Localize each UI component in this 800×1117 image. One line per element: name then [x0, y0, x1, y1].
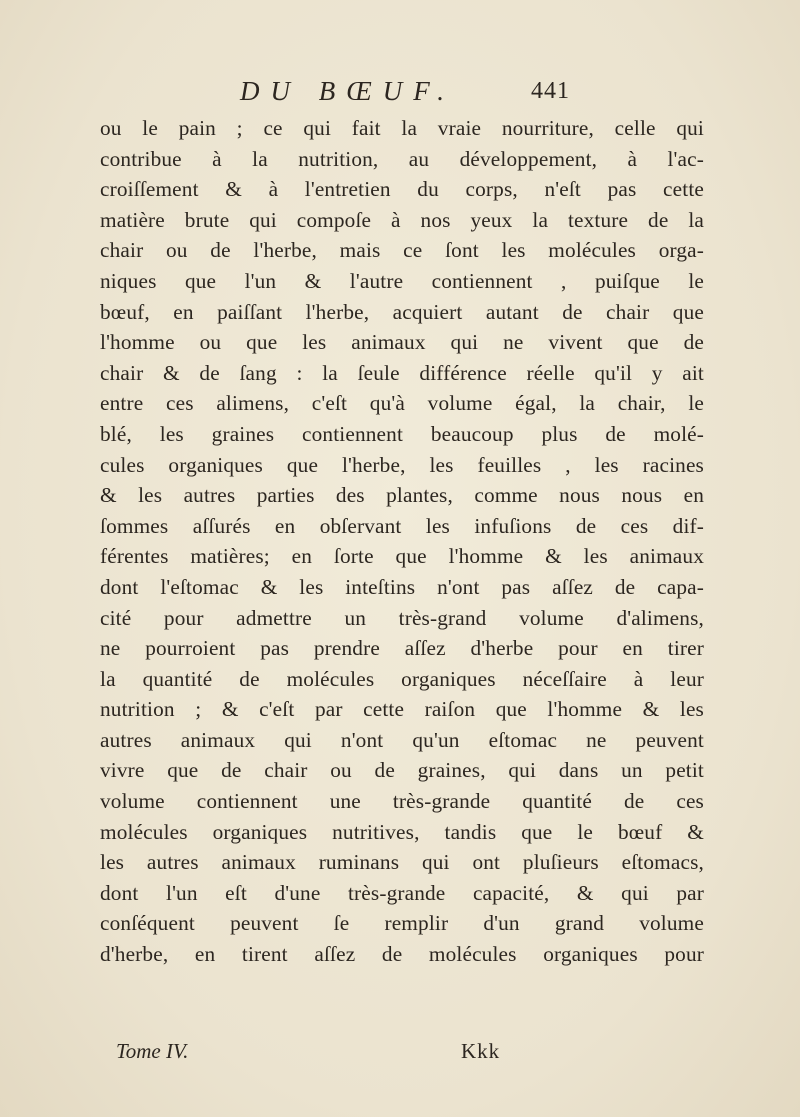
- text-line: bœuf, en paiſſant l'herbe, acquiert autant de chair que: [100, 299, 704, 324]
- text-line: blé, les graines contiennent beaucoup plus de molé-: [100, 421, 704, 446]
- text-line: l'homme ou que les animaux qui ne vivent que de: [100, 330, 704, 355]
- text-line: niques que l'un & l'autre contiennent , puiſque le: [100, 268, 704, 293]
- volume-label: Tome IV.: [116, 1039, 189, 1063]
- text-line: contribue à la nutrition, au développement, à l'ac-: [100, 146, 704, 171]
- text-line: cité pour admettre un très-grand volume d'alimens,: [100, 605, 704, 630]
- page-number: 441: [531, 78, 570, 104]
- text-line: ne pourroient pas prendre aſſez d'herbe pour en tirer: [100, 636, 704, 661]
- text-line: ſommes aſſurés en obſervant les infuſions de ces dif-: [100, 513, 704, 538]
- text-line: la quantité de molécules organiques néceſſaire à leur: [100, 666, 704, 691]
- text-line: matière brute qui compoſe à nos yeux la texture de la: [100, 207, 704, 232]
- text-line: & les autres parties des plantes, comme nous nous en: [100, 483, 704, 508]
- text-line: chair & de ſang : la ſeule différence réelle qu'il y ait: [100, 360, 704, 385]
- text-line: entre ces alimens, c'eſt qu'à volume égal, la chair, le: [100, 391, 704, 416]
- signature-mark: Kkk: [461, 1039, 501, 1063]
- page-footer: [116, 1039, 626, 1069]
- body-text: [100, 113, 704, 970]
- text-line: cules organiques que l'herbe, les feuilles , les racines: [100, 452, 704, 477]
- running-header: [240, 76, 570, 110]
- text-line: croiſſement & à l'entretien du corps, n'eſt pas cette: [100, 177, 704, 202]
- text-line: molécules organiques nutritives, tandis que le bœuf &: [100, 819, 704, 844]
- text-line: les autres animaux ruminans qui ont pluſieurs eſtomacs,: [100, 850, 704, 875]
- text-line: dont l'un eſt d'une très-grande capacité, & qui par: [100, 880, 704, 905]
- text-line: vivre que de chair ou de graines, qui dans un petit: [100, 758, 704, 783]
- text-line: d'herbe, en tirent aſſez de molécules organiques pour: [100, 942, 704, 967]
- text-line: chair ou de l'herbe, mais ce ſont les molécules orga-: [100, 238, 704, 263]
- text-line: autres animaux qui n'ont qu'un eſtomac ne peuvent: [100, 727, 704, 752]
- text-line: conſéquent peuvent ſe remplir d'un grand volume: [100, 911, 704, 936]
- text-line: ou le pain ; ce qui fait la vraie nourriture, celle qui: [100, 116, 704, 140]
- text-line: nutrition ; & c'eſt par cette raiſon que l'homme & les: [100, 697, 704, 722]
- running-title: DU BŒUF.: [240, 76, 455, 106]
- text-line: férentes matières; en ſorte que l'homme & les animaux: [100, 544, 704, 569]
- text-line: volume contiennent une très-grande quantité de ces: [100, 789, 704, 814]
- text-line: dont l'eſtomac & les inteſtins n'ont pas aſſez de capa-: [100, 574, 704, 599]
